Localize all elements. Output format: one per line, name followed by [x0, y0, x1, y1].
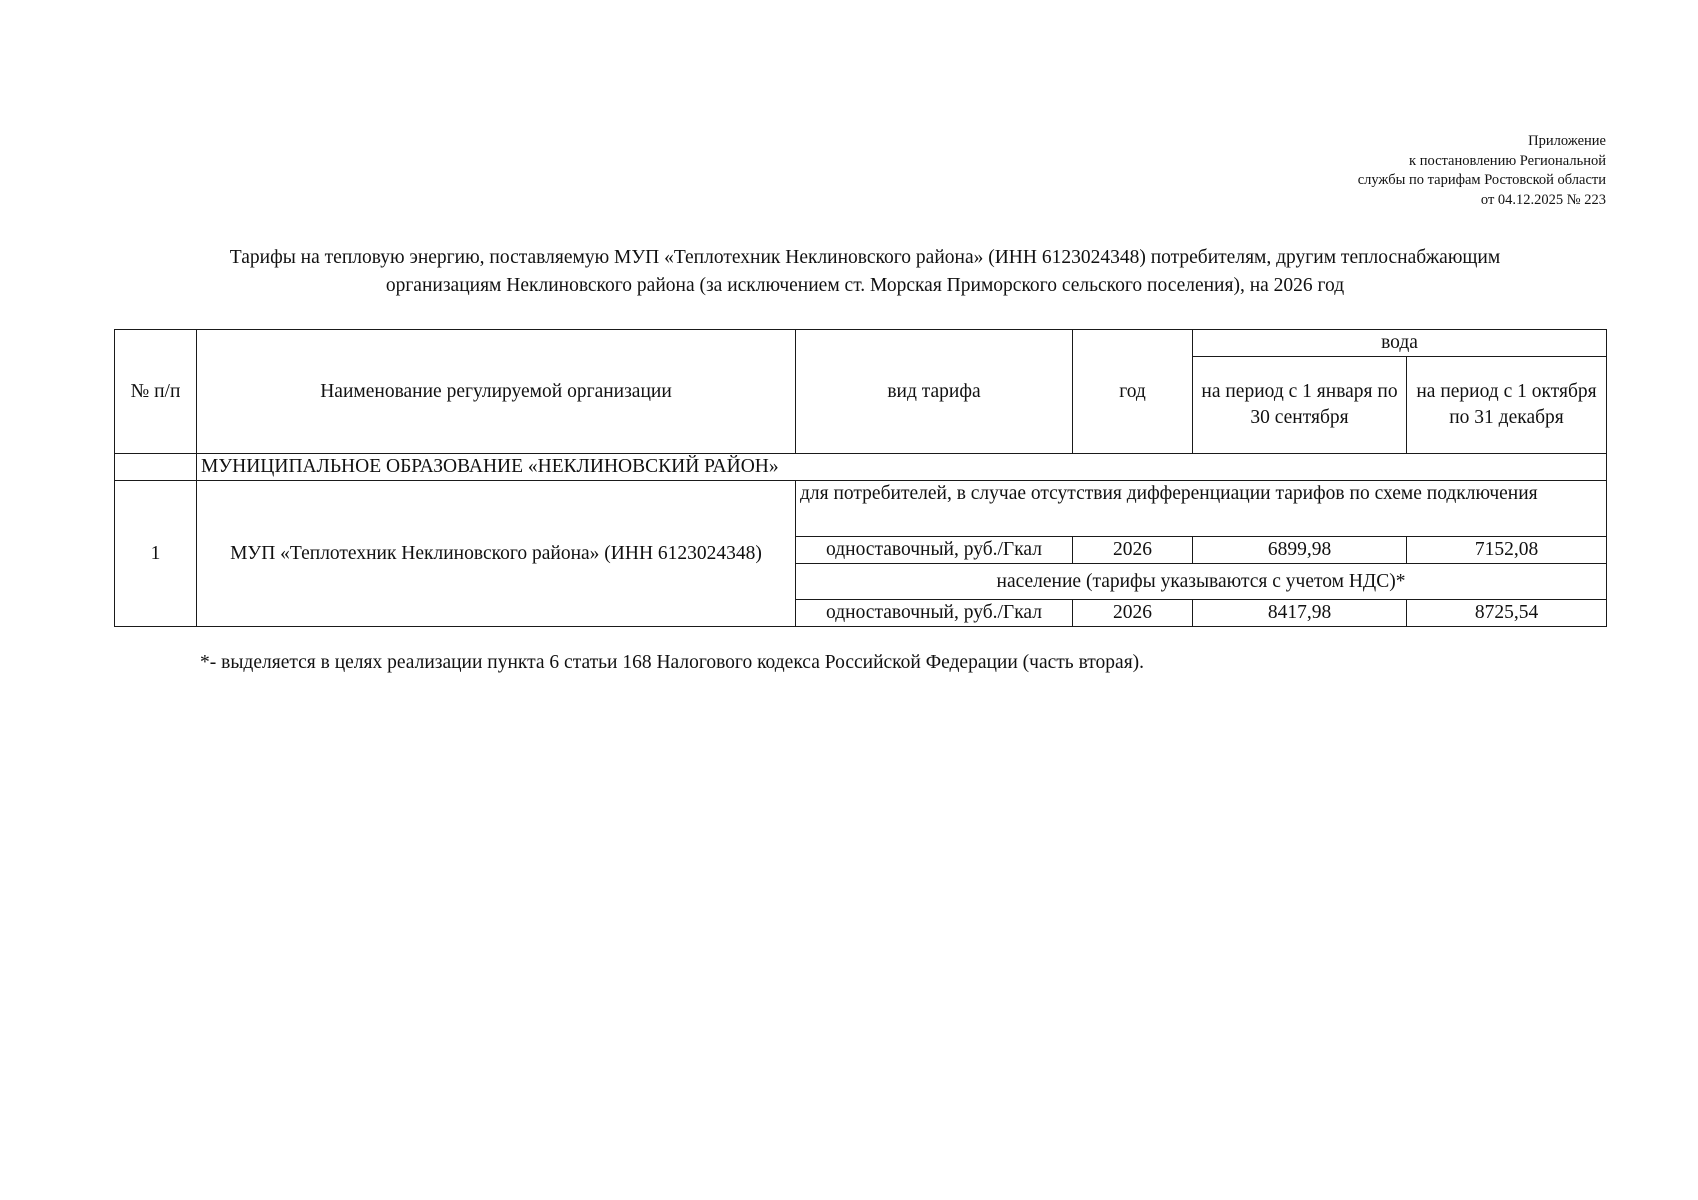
year-cell: 2026 — [1073, 537, 1193, 564]
year-cell: 2026 — [1073, 600, 1193, 627]
group-label: население (тарифы указываются с учетом НДС)* — [796, 564, 1607, 600]
document-title-line: Тарифы на тепловую энергию, поставляемую МУП «Теплотехник Неклиновского района» (ИНН 6123024348) потребителям, другим теплоснабжающим — [229, 247, 1501, 268]
header-water: вода — [1193, 330, 1607, 357]
group-label: для потребителей, в случае отсутствия дифференциации тарифов по схеме подключения — [796, 481, 1607, 537]
tariff-type-cell: одноставочный, руб./Гкал — [796, 537, 1073, 564]
header-tariff-type: вид тарифа — [796, 330, 1073, 454]
header-period-1: на период с 1 января по 30 сентября — [1193, 357, 1407, 454]
appendix-line: службы по тарифам Ростовской области — [1357, 172, 1606, 188]
table-row — [115, 481, 1607, 537]
organization-name: МУП «Теплотехник Неклиновского района» (ИНН 6123024348) — [197, 481, 796, 627]
period-2-value: 8725,54 — [1407, 600, 1607, 627]
period-2-value: 7152,08 — [1407, 537, 1607, 564]
header-year: год — [1073, 330, 1193, 454]
header-period-2: на период с 1 октября по 31 декабря — [1407, 357, 1607, 454]
appendix-line: Приложение — [1528, 133, 1606, 149]
tariffs-table — [114, 329, 1607, 627]
empty-cell — [115, 454, 197, 481]
document-title — [150, 244, 1580, 300]
tariff-type-cell: одноставочный, руб./Гкал — [796, 600, 1073, 627]
appendix-line: к постановлению Региональной — [1409, 152, 1606, 169]
row-number: 1 — [115, 481, 197, 627]
municipality-row — [115, 454, 1607, 481]
period-1-value: 8417,98 — [1193, 600, 1407, 627]
footnote: *- выделяется в целях реализации пункта 6 статьи 168 Налогового кодекса Российской Федерации (часть вторая). — [200, 652, 1145, 673]
document-title-line: организациям Неклиновского района (за исключением ст. Морская Приморского сельского поселения), на 2026 год — [385, 275, 1345, 296]
period-1-value: 6899,98 — [1193, 537, 1407, 564]
appendix-date: от 04.12.2025 № 223 — [1480, 191, 1606, 208]
header-number: № п/п — [115, 330, 197, 454]
municipality-name: МУНИЦИПАЛЬНОЕ ОБРАЗОВАНИЕ «НЕКЛИНОВСКИЙ РАЙОН» — [197, 454, 1607, 481]
header-organization: Наименование регулируемой организации — [197, 330, 796, 454]
table-header-row — [115, 330, 1607, 357]
appendix-header — [1358, 132, 1606, 210]
